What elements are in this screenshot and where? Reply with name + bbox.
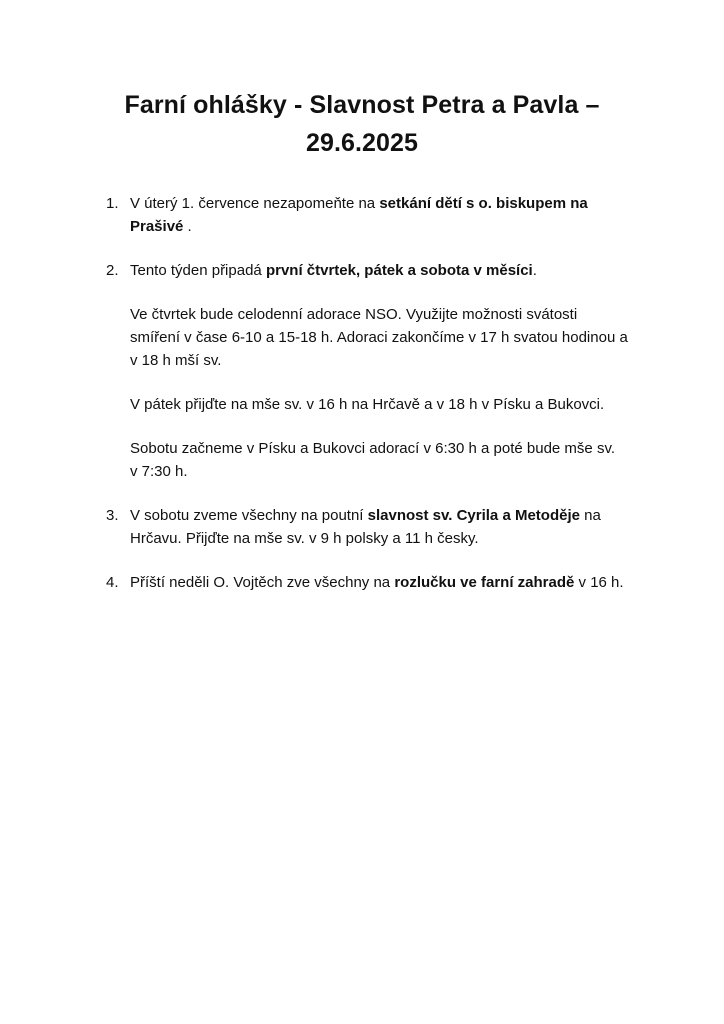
item-number: 2.: [106, 262, 119, 279]
item-paragraph: [130, 259, 666, 282]
text-line: smíření v čase 6-10 a 15-18 h. Adoraci zakončíme v 17 h svatou hodinou a: [130, 329, 628, 346]
text: V sobotu zveme všechny na poutní: [130, 507, 368, 524]
text-line: V pátek přijďte na mše sv. v 16 h na Hrčavě a v 18 h v Písku a Bukovci.: [130, 396, 605, 413]
text-line: Hrčavu. Přijďte na mše sv. v 9 h polsky a 11 h česky.: [130, 530, 479, 547]
text-line: v 7:30 h.: [130, 463, 188, 480]
text: v 16 h.: [574, 574, 624, 591]
item-paragraph: [130, 504, 666, 550]
list-item-2: [106, 259, 666, 483]
announcement-list: [106, 192, 666, 594]
item-paragraph: [130, 393, 666, 416]
bold-text: rozlučku ve farní zahradě: [394, 574, 575, 591]
bold-text: první čtvrtek, pátek a sobota v měsíci: [265, 262, 533, 279]
bold-text: setkání dětí s o. biskupem na: [379, 195, 588, 212]
item-number: 4.: [106, 574, 119, 591]
text: Příští neděli O. Vojtěch zve všechny na: [130, 574, 395, 591]
list-item-1: [106, 192, 666, 238]
bold-text: slavnost sv. Cyrila a Metoděje: [367, 507, 580, 524]
list-item-4: [106, 571, 666, 594]
title-line-2: 29.6.2025: [305, 129, 419, 157]
text: .: [183, 218, 192, 235]
item-paragraph: [130, 571, 666, 594]
item-paragraph: [130, 303, 666, 372]
text: .: [532, 262, 537, 279]
item-number: 1.: [106, 195, 119, 212]
item-paragraph: [130, 192, 666, 238]
item-number: 3.: [106, 507, 119, 524]
text-line: Sobotu začneme v Písku a Bukovci adorací v 6:30 h a poté bude mše sv.: [130, 440, 615, 457]
text-line: v 18 h mší sv.: [130, 352, 222, 369]
item-paragraph: [130, 437, 666, 483]
text-line: Ve čtvrtek bude celodenní adorace NSO. Využijte možnosti svátosti: [130, 306, 578, 323]
bold-text: Prašivé: [130, 218, 184, 235]
text: na: [579, 507, 601, 524]
text: V úterý 1. července nezapomeňte na: [130, 195, 380, 212]
list-item-3: [106, 504, 666, 550]
text: Tento týden připadá: [130, 262, 266, 279]
title-line-1: Farní ohlášky - Slavnost Petra a Pavla –: [124, 91, 600, 119]
page-title: [80, 86, 644, 162]
